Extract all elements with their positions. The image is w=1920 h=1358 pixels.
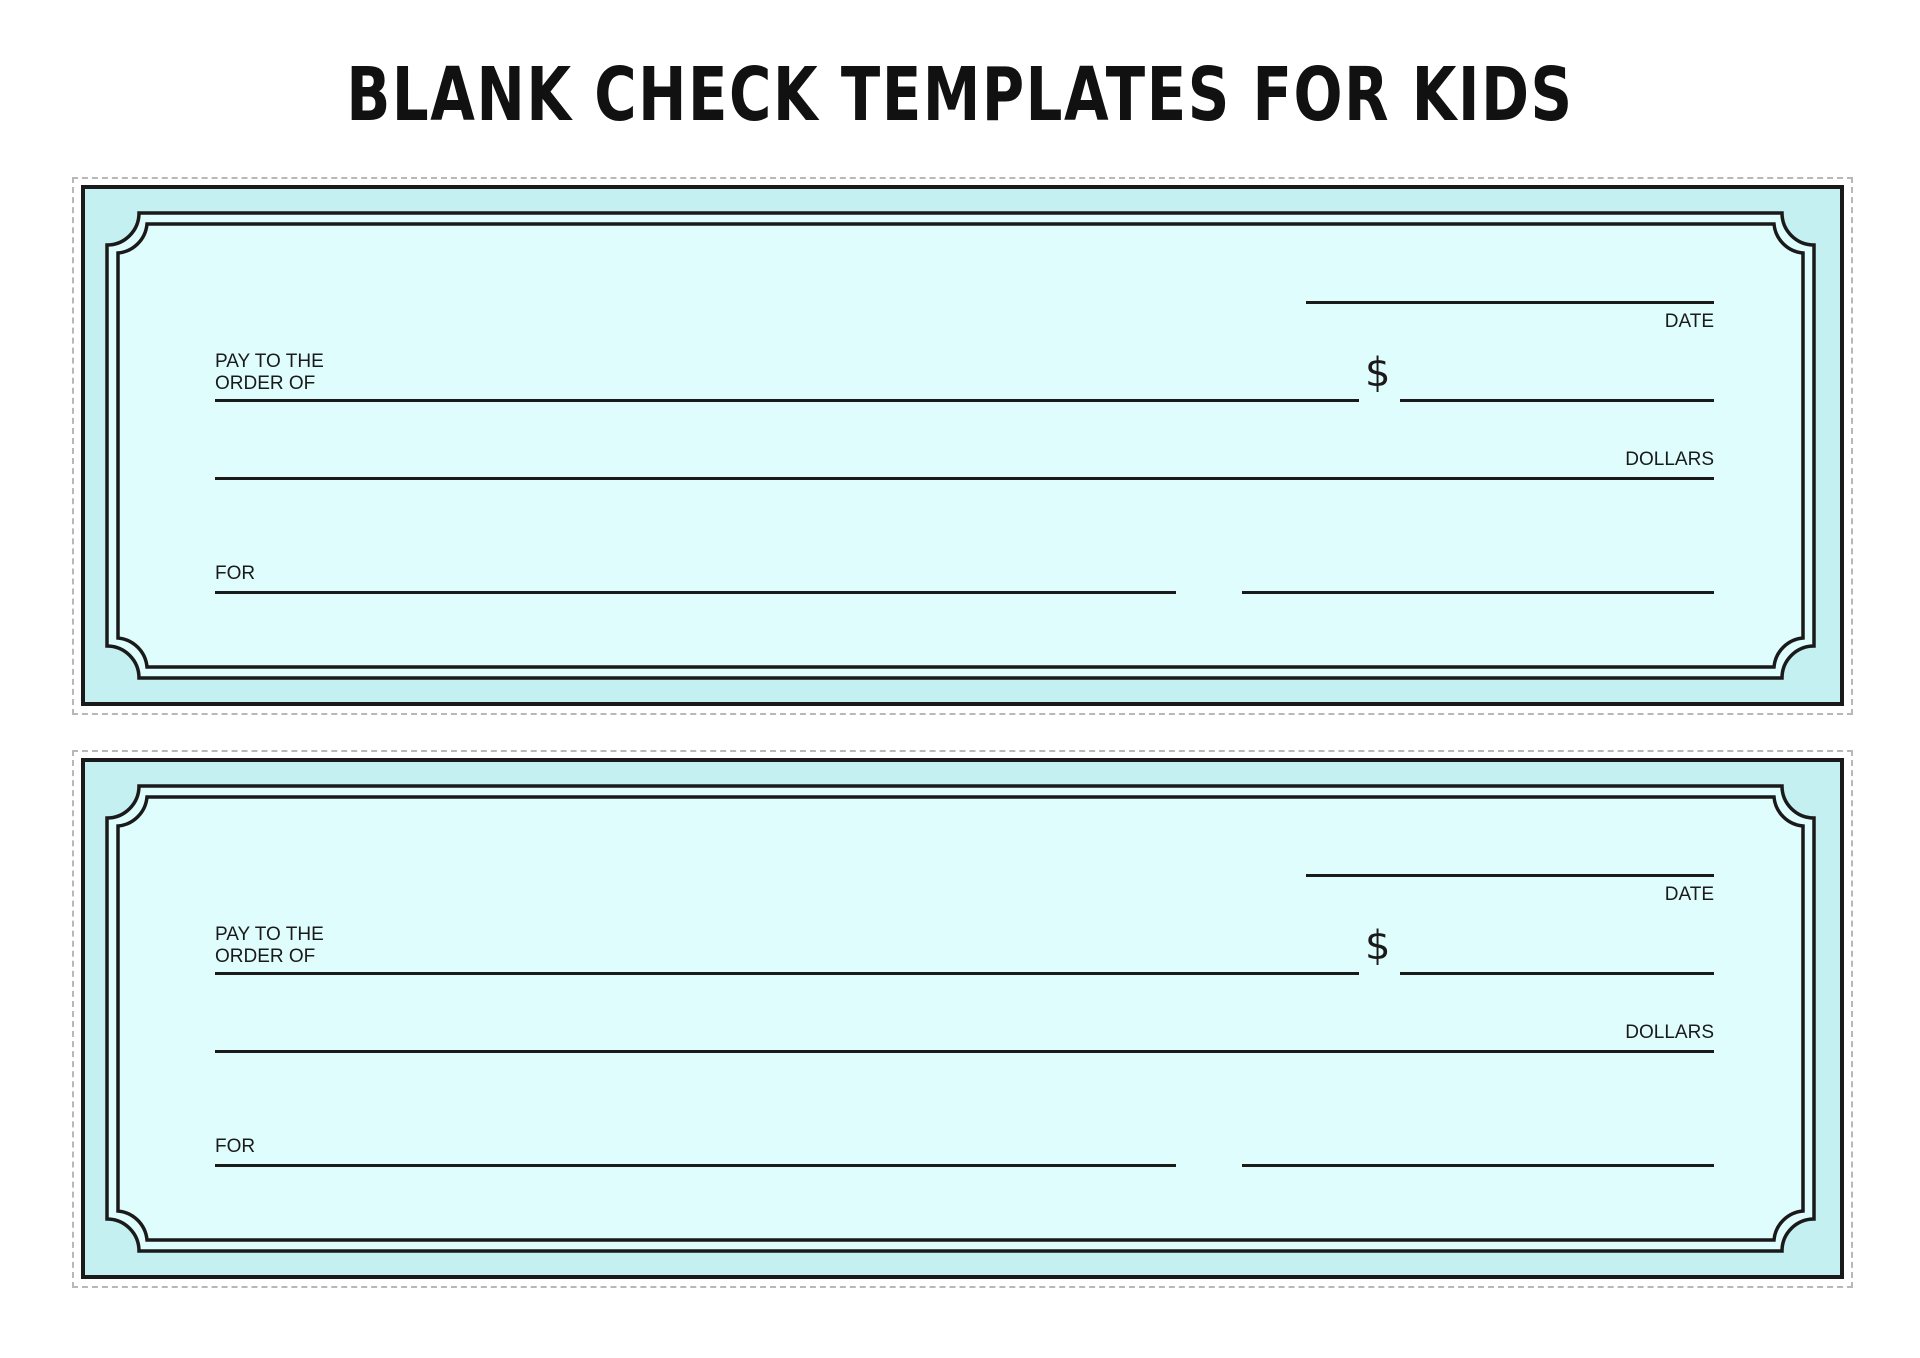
amount-line[interactable] bbox=[1400, 972, 1714, 975]
written-amount-line[interactable] bbox=[215, 477, 1714, 480]
decorative-frame bbox=[85, 762, 1840, 1275]
page-title: BLANK CHECK TEMPLATES FOR KIDS bbox=[346, 52, 1574, 138]
check-1 bbox=[81, 185, 1844, 706]
date-line[interactable] bbox=[1306, 301, 1714, 304]
memo-line[interactable] bbox=[215, 1164, 1176, 1167]
for-label: FOR bbox=[215, 1136, 256, 1157]
pay-to-label-line2: ORDER OF bbox=[215, 373, 316, 394]
payee-line[interactable] bbox=[215, 399, 1359, 402]
dollar-sign: $ bbox=[1365, 923, 1391, 969]
amount-line[interactable] bbox=[1400, 399, 1714, 402]
dollar-sign: $ bbox=[1365, 350, 1391, 396]
dollars-label: DOLLARS bbox=[1625, 1022, 1714, 1043]
signature-line[interactable] bbox=[1242, 591, 1714, 594]
pay-to-label-line1: PAY TO THE bbox=[215, 351, 324, 372]
pay-to-label-line1: PAY TO THE bbox=[215, 924, 324, 945]
memo-line[interactable] bbox=[215, 591, 1176, 594]
pay-to-label-line2: ORDER OF bbox=[215, 946, 316, 967]
for-label: FOR bbox=[215, 563, 256, 584]
dollars-label: DOLLARS bbox=[1625, 449, 1714, 470]
date-line[interactable] bbox=[1306, 874, 1714, 877]
check-2 bbox=[81, 758, 1844, 1279]
payee-line[interactable] bbox=[215, 972, 1359, 975]
signature-line[interactable] bbox=[1242, 1164, 1714, 1167]
decorative-frame bbox=[85, 189, 1840, 702]
date-label: DATE bbox=[1664, 884, 1714, 905]
date-label: DATE bbox=[1664, 311, 1714, 332]
written-amount-line[interactable] bbox=[215, 1050, 1714, 1053]
